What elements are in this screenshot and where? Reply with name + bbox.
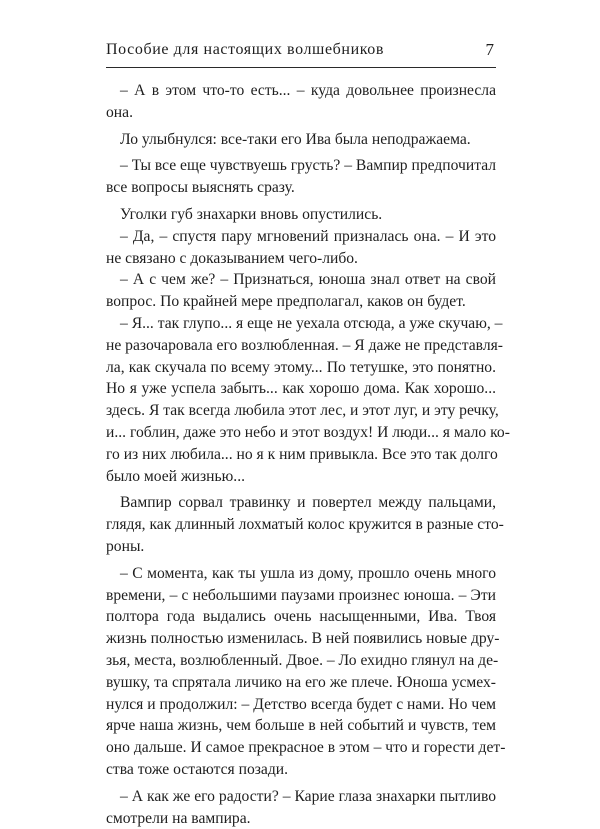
text-line: глядя, как длинный лохматый колос кружится в разные сто- xyxy=(106,514,496,536)
text-line: – Ты все еще чувствуешь грусть? – Вампир предпочитал xyxy=(106,155,496,177)
text-line: оно дальше. И самое прекрасное в этом – что и горести дет- xyxy=(106,737,496,759)
text-line: она. xyxy=(106,102,496,124)
text-line: нулся и продолжил: – Детство всегда будет с нами. Но чем xyxy=(106,694,496,716)
text-line: го из них любила... но я к ним привыкла. Все это так долго xyxy=(106,444,496,466)
header-divider xyxy=(106,67,496,68)
text-line: – А как же его радости? – Карие глаза знахарки пытливо xyxy=(106,786,496,808)
text-line: не разочаровала его возлюбленная. – Я даже не представля- xyxy=(106,335,496,357)
text-line: Уголки губ знахарки вновь опустились. xyxy=(106,204,496,226)
text-line: роны. xyxy=(106,536,496,558)
text-line: не связано с доказыванием чего-либо. xyxy=(106,248,496,270)
running-header xyxy=(106,38,496,62)
text-line: – Я... так глупо... я еще не уехала отсюда, а уже скучаю, – xyxy=(106,313,496,335)
text-line: ла, как скучала по всему этому... По тетушке, это понятно. xyxy=(106,357,496,379)
text-line: – А с чем же? – Признаться, юноша знал ответ на свой xyxy=(106,269,496,291)
text-body xyxy=(106,80,496,829)
text-line: Ло улыбнулся: все-таки его Ива была неподражаема. xyxy=(106,129,496,151)
text-line: времени, – с небольшими паузами произнес юноша. – Эти xyxy=(106,585,496,607)
book-title: Пособие для настоящих волшебников xyxy=(106,41,384,59)
text-line: Вампир сорвал травинку и повертел между пальцами, xyxy=(106,492,496,514)
text-line: зья, места, возлюбленный. Двое. – Ло ехидно глянул на де- xyxy=(106,650,496,672)
text-line: смотрели на вампира. xyxy=(106,808,496,829)
text-line: вушку, та спрятала личико на его же плече. Юноша усмех- xyxy=(106,672,496,694)
text-line: – Да, – спустя пару мгновений призналась она. – И это xyxy=(106,226,496,248)
text-line: вопрос. По крайней мере предполагал, каков он будет. xyxy=(106,291,496,313)
text-line: ства тоже остаются позади. xyxy=(106,759,496,781)
text-line: ярче наша жизнь, чем больше в ней событий и чувств, тем xyxy=(106,715,496,737)
text-line: – С момента, как ты ушла из дому, прошло очень много xyxy=(106,563,496,585)
text-line: жизнь полностью изменилась. В ней появились новые дру- xyxy=(106,628,496,650)
text-line: Но я уже успела забыть... как хорошо дома. Как хорошо... xyxy=(106,378,496,400)
page-number: 7 xyxy=(486,40,495,60)
text-line: здесь. Я так всегда любила этот лес, и этот луг, и эту речку, xyxy=(106,400,496,422)
text-line: – А в этом что-то есть... – куда довольнее произнесла xyxy=(106,80,496,102)
text-line: и... гоблин, даже это небо и этот воздух! И люди... я мало ко- xyxy=(106,422,496,444)
text-line: было моей жизнью... xyxy=(106,466,496,488)
text-line: полтора года выдались очень насыщенными, Ива. Твоя xyxy=(106,606,496,628)
text-line: все вопросы выяснять сразу. xyxy=(106,177,496,199)
